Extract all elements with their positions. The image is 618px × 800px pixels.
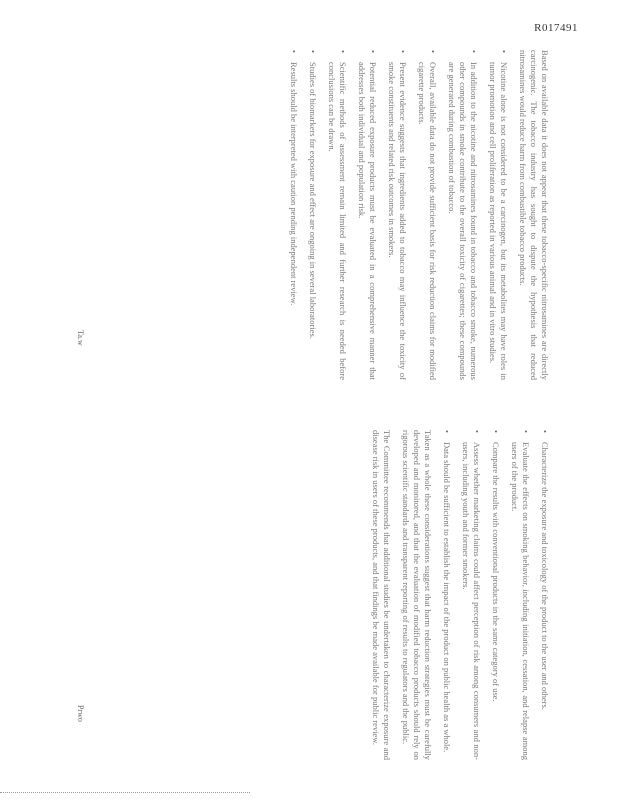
rotated-content	[70, 50, 550, 770]
bullet-item: • Assess whether marketing claims could affect perception of risk among consumers and non-users, including youth and former smokers.	[460, 430, 482, 760]
right-column	[70, 430, 550, 760]
bullet-item: • Studies of biomarkers for exposure and effect are ongoing in several laboratories.	[307, 50, 318, 380]
bullet-item: • Overall, available data do not provide sufficient basis for risk reduction claims for modified cigarette products.	[416, 50, 438, 380]
margin-mark-top: Ta.w	[76, 330, 85, 346]
bullet-item: • Characterize the exposure and toxicology of the product to the user and others.	[539, 430, 550, 760]
bullet-item: • Potential reduced exposure products must be evaluated in a comprehensive manner that addresses both individual and population risk.	[356, 50, 378, 380]
bullet-item: • Data should be sufficient to establish the impact of the product on public health as a whole.	[441, 430, 452, 760]
bullet-item: • Present evidence suggests that ingredients added to tobacco may influence the toxicity of smoke constituents and related risk outcomes in smokers.	[386, 50, 408, 380]
bullet-item: • Evaluate the effects on smoking behavior, including initiation, cessation, and relapse among users of the product.	[509, 430, 531, 760]
paragraph: Taken as a whole these considerations suggest that harm reduction strategies must be carefully developed and monitored, and that the evaluation of modified tobacco products should rely on rigorous scientific standards and transparent reporting of results to regulators and the public.	[401, 430, 433, 760]
paragraph: The Committee recommends that additional studies be undertaken to characterize exposure and disease risk in users of these products, and that findings be made available for public review.	[371, 430, 392, 760]
margin-mark-bottom: Prwo	[76, 705, 85, 722]
bullet-item: • In addition to the nicotine and nitrosamines found in tobacco and tobacco smoke, numerous other compounds in smoke contribute to the overall toxicity of cigarettes; these compounds are generated during combustion of tobacco.	[446, 50, 479, 380]
bullet-item: • Compare the results with conventional products in the same category of use.	[490, 430, 501, 760]
document-code: R017491	[534, 22, 578, 34]
bullet-item: • Results should be interpreted with caution pending independent review.	[288, 50, 299, 380]
paragraph: Based on available data it does not appear that these tobacco-specific nitrosamines are directly carcinogenic. The tobacco industry has sought to dispute the hypothesis that reduced nitrosamines would reduce harm from combustible tobacco products.	[518, 50, 550, 380]
left-column	[70, 50, 550, 380]
bullet-item: • Nicotine alone is not considered to be a carcinogen, but its metabolites may have roles in tumor promotion and cell proliferation as reported in various animal and in vitro studies.	[487, 50, 509, 380]
bullet-item: • Scientific methods of assessment remain limited and further research is needed before conclusions can be drawn.	[326, 50, 348, 380]
bottom-dotted-rule	[0, 792, 250, 793]
